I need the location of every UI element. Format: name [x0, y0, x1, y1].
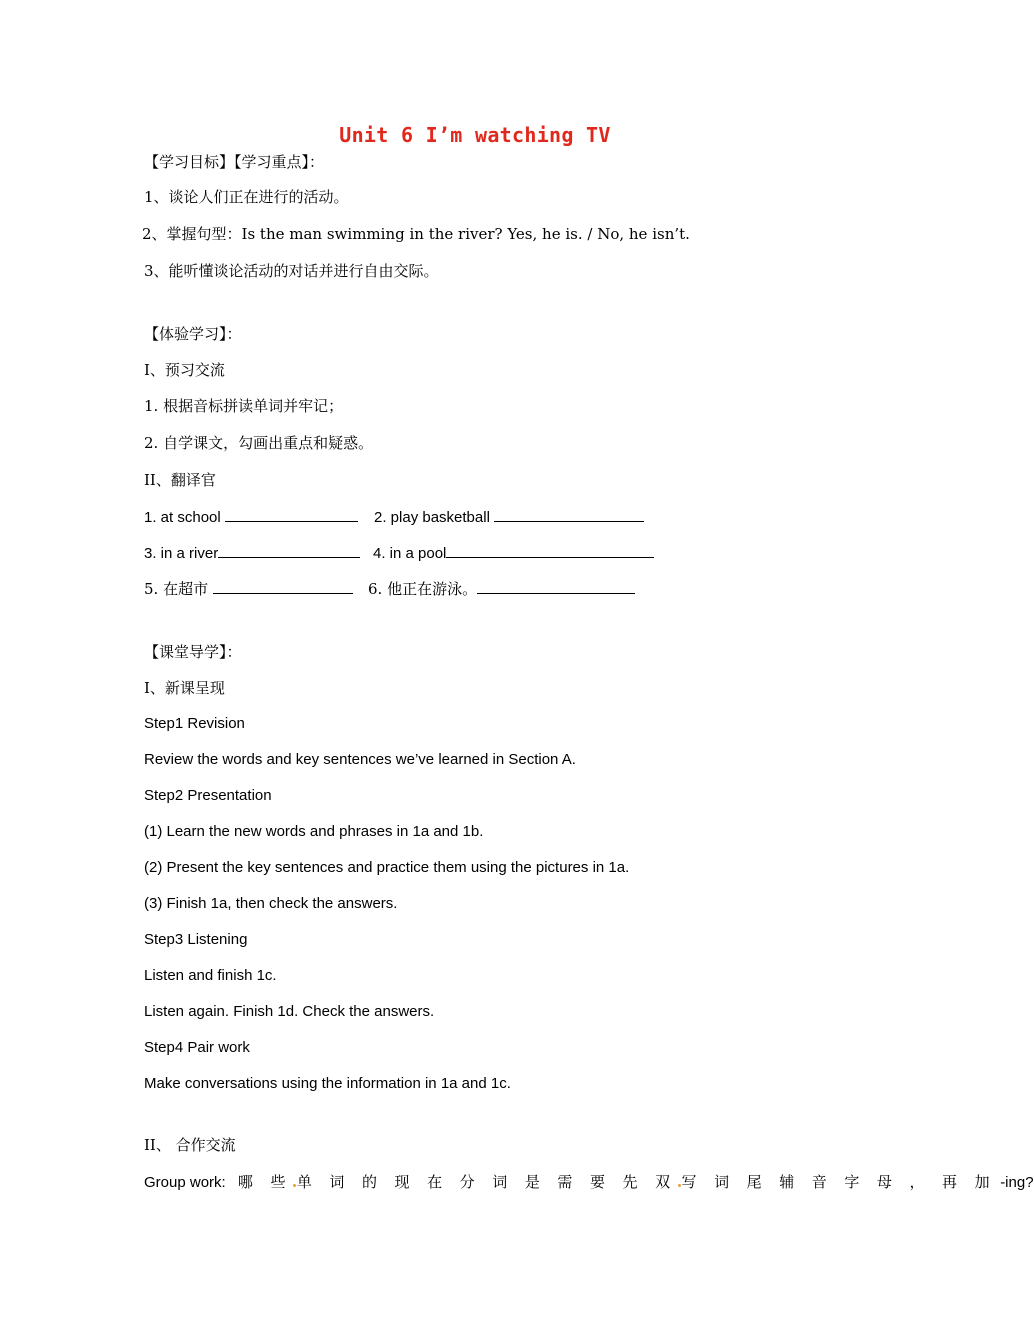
- mark-dot-icon: [293, 1184, 296, 1187]
- lesson-line-7: Step3 Listening: [144, 931, 248, 948]
- translation-row-2b: [373, 543, 654, 564]
- preview-item-1: 1. 根据音标拼读单词并牢记；: [144, 397, 344, 415]
- translation-label-3: 3. in a river: [144, 545, 219, 562]
- translation-label-6: 6. 他正在游泳。: [368, 580, 478, 598]
- group-work-text-a: 哪 些: [237, 1173, 292, 1191]
- translation-row-3b: [368, 579, 635, 599]
- answer-blank-3[interactable]: [218, 543, 360, 558]
- preview-item-2: 2. 自学课文，勾画出重点和疑惑。: [144, 434, 374, 452]
- translation-row-1: [144, 507, 358, 528]
- lesson-line-11: Make conversations using the information in 1a and 1c.: [144, 1075, 511, 1092]
- lesson-line-9: Listen again. Finish 1d. Check the answers.: [144, 1003, 435, 1020]
- answer-blank-5[interactable]: [213, 579, 353, 594]
- lesson-line-2: Review the words and key sentences we’ve learned in Section A.: [144, 751, 576, 768]
- cooperation-section-title: II、 合作交流: [144, 1136, 236, 1154]
- group-work-suffix: -ing?: [1000, 1174, 1034, 1191]
- new-lesson-title: I、新课呈现: [144, 679, 225, 697]
- answer-blank-1[interactable]: [225, 507, 358, 522]
- translation-row-2: [144, 543, 360, 564]
- objectives-header: 【学习目标】【学习重点】：: [144, 153, 325, 171]
- translation-row-3: [144, 579, 353, 599]
- lesson-line-4: (1) Learn the new words and phrases in 1a and 1b.: [144, 823, 484, 840]
- group-work-line: [144, 1172, 1034, 1193]
- translator-section-title: II、翻译官: [144, 471, 216, 489]
- lesson-line-8: Listen and finish 1c.: [144, 967, 277, 984]
- answer-blank-6[interactable]: [477, 579, 635, 594]
- translation-label-1: 1. at school: [144, 509, 225, 526]
- preview-section-title: I、预习交流: [144, 361, 225, 379]
- lesson-line-10: Step4 Pair work: [144, 1039, 250, 1056]
- lesson-line-5: (2) Present the key sentences and practice them using the pictures in 1a.: [144, 859, 630, 876]
- answer-blank-2[interactable]: [494, 507, 644, 522]
- page-title: Unit 6 I’m watching TV: [339, 123, 611, 147]
- lesson-line-3: Step2 Presentation: [144, 787, 272, 804]
- translation-label-2: 2. play basketball: [374, 509, 495, 526]
- objective-item-2: 2、掌握句型：Is the man swimming in the river? Yes, he is. / No, he isn’t.: [142, 225, 690, 243]
- objective-item-1: 1、谈论人们正在进行的活动。: [144, 188, 349, 206]
- classroom-header: 【课堂导学】：: [144, 643, 242, 661]
- objective-item-3: 3、能听懂谈论活动的对话并进行自由交际。: [144, 262, 439, 280]
- experience-header: 【体验学习】：: [144, 325, 242, 343]
- mark-dot-icon: [678, 1184, 681, 1187]
- lesson-line-1: Step1 Revision: [144, 715, 245, 732]
- group-work-label: Group work:: [144, 1174, 226, 1191]
- translation-label-4: 4. in a pool: [373, 545, 447, 562]
- group-work-text-c: 写 词 尾 辅 音 字 母 ， 再 加: [681, 1173, 997, 1191]
- answer-blank-4[interactable]: [446, 543, 654, 558]
- lesson-line-6: (3) Finish 1a, then check the answers.: [144, 895, 398, 912]
- translation-row-1b: [374, 507, 644, 528]
- translation-label-5: 5. 在超市: [144, 580, 213, 598]
- group-work-text-b: 单 词 的 现 在 分 词 是 需 要 先 双: [296, 1173, 677, 1191]
